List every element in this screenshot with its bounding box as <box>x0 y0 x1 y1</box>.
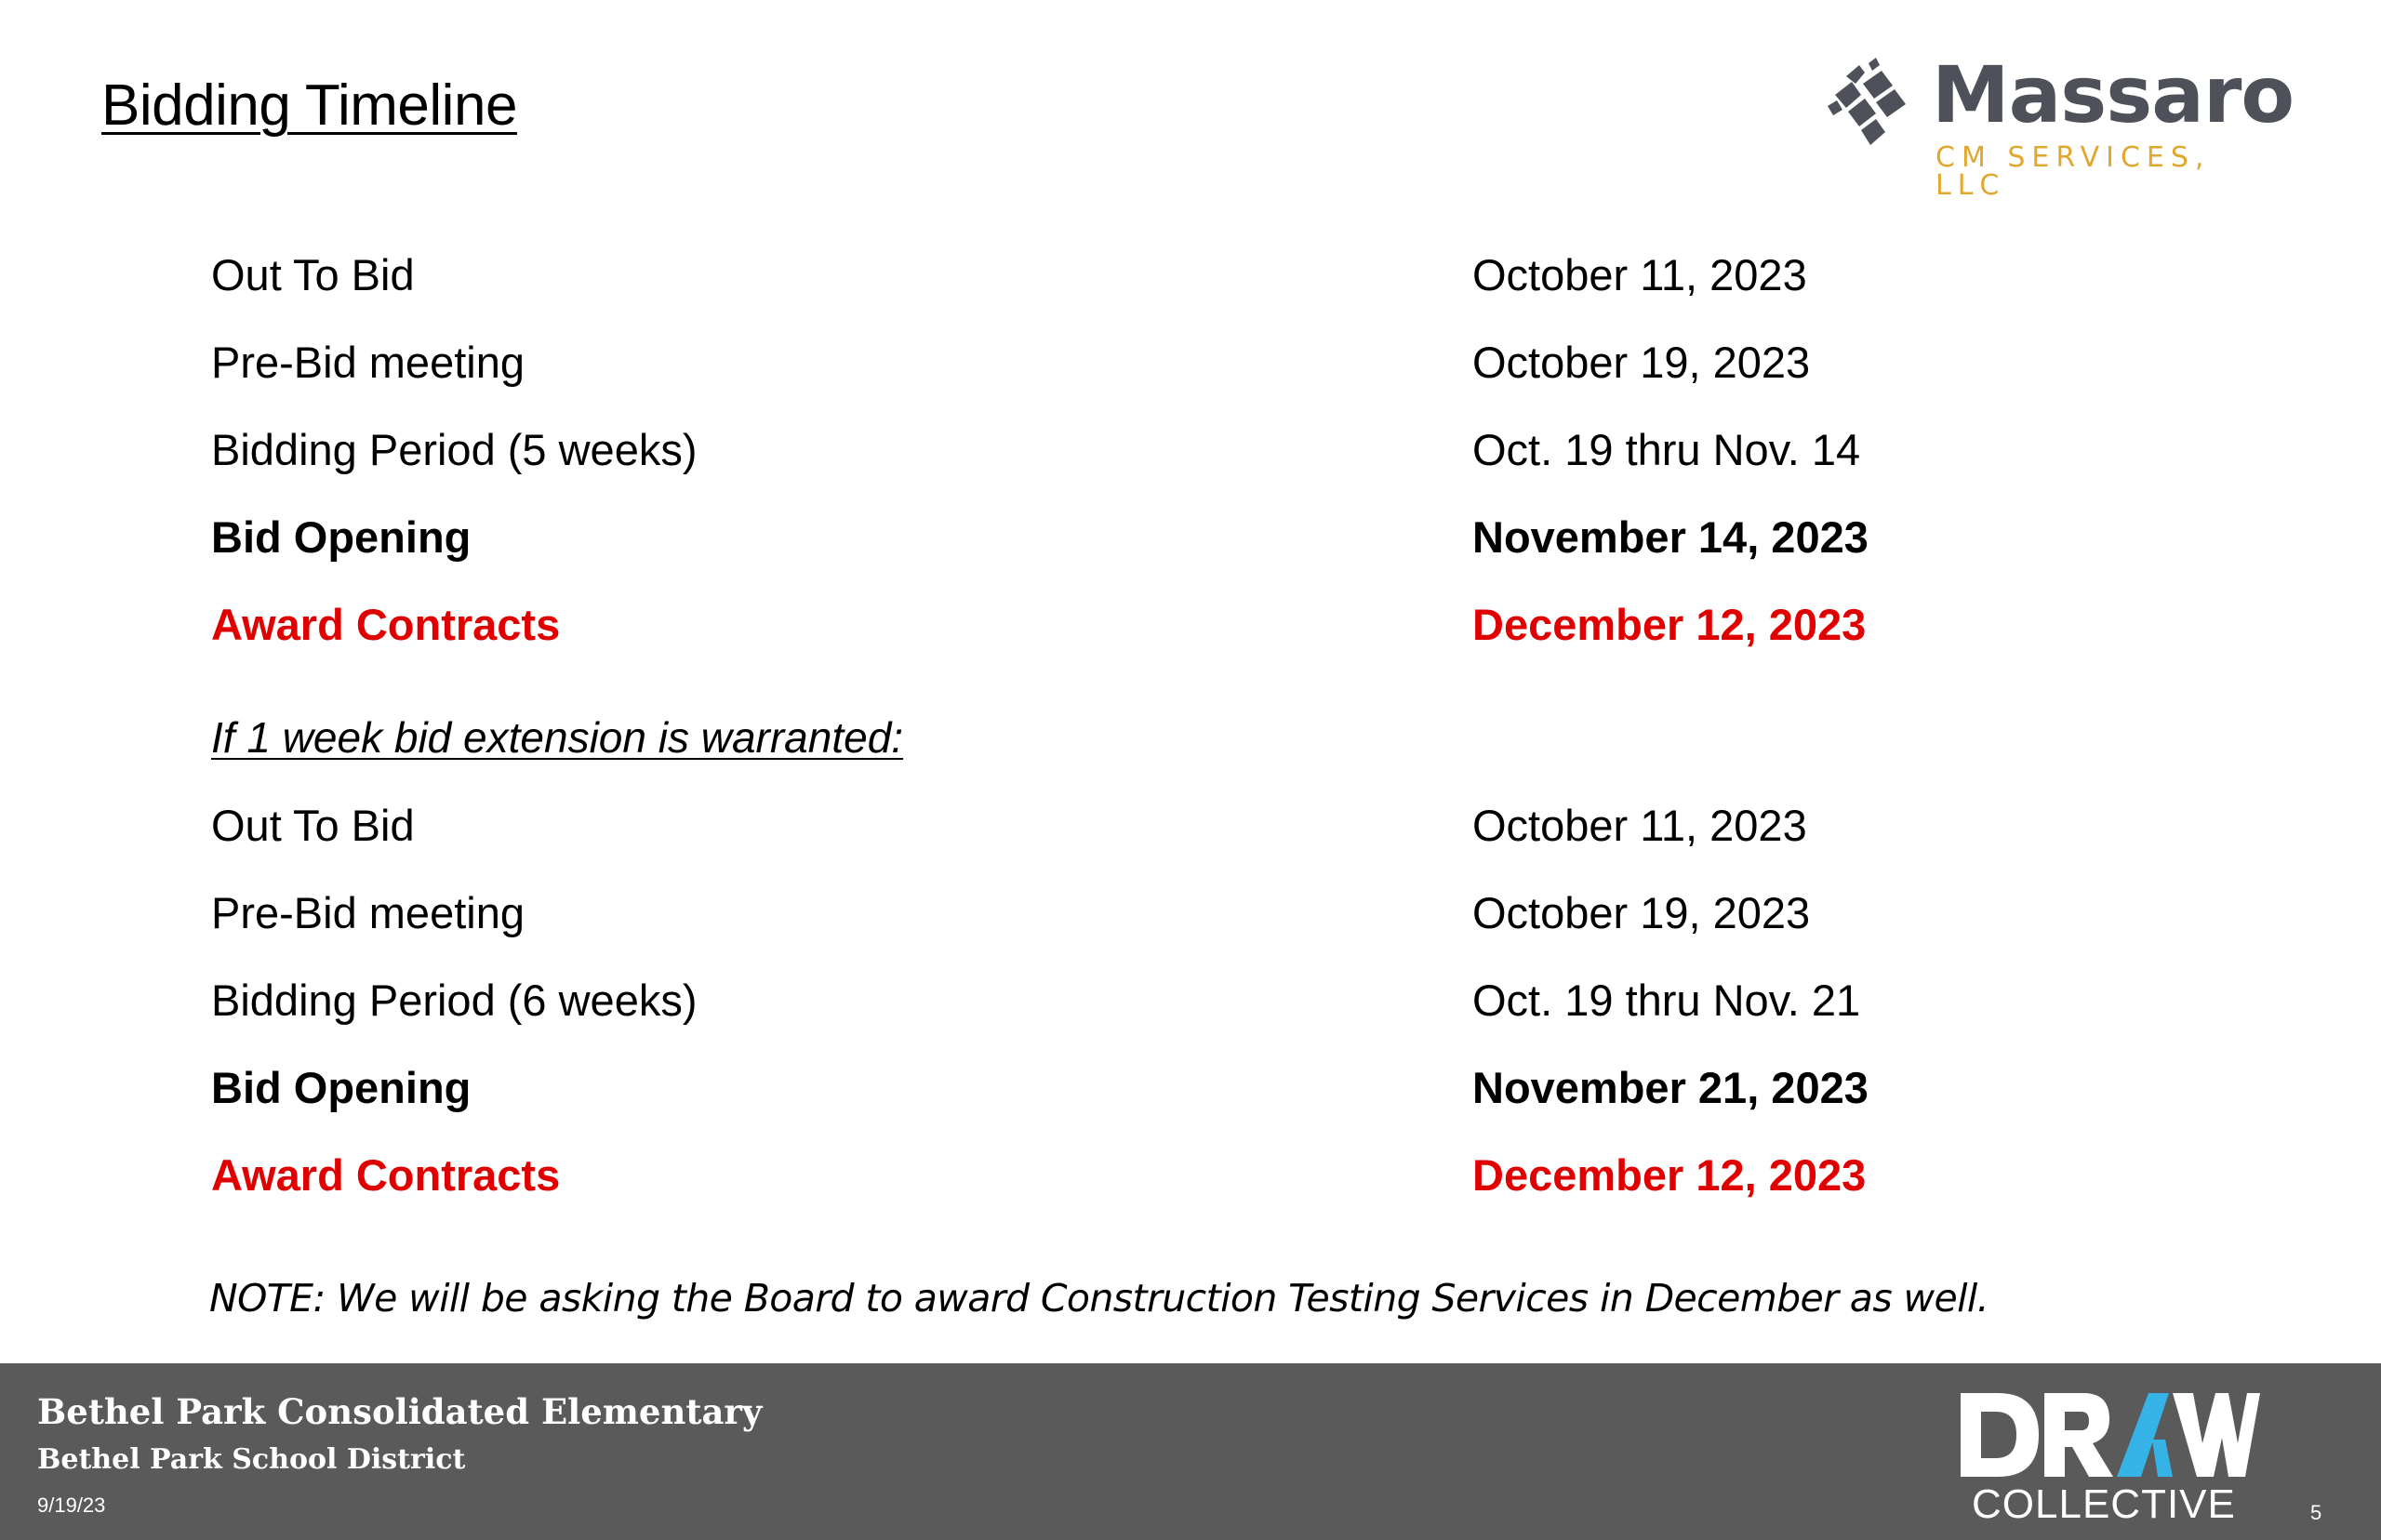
schedule-label: Out To Bid <box>211 250 415 299</box>
draw-collective-text: COLLECTIVE <box>1972 1481 2236 1527</box>
schedule-date: November 21, 2023 <box>1472 1063 1869 1112</box>
page-number: 5 <box>2310 1501 2322 1524</box>
note-text: NOTE: We will be asking the Board to award Construction Testing Services in December as well. <box>209 1276 1989 1321</box>
footer-project-name: Bethel Park Consolidated Elementary <box>37 1391 763 1432</box>
schedule-label: Pre-Bid meeting <box>211 338 525 387</box>
draw-logo-icon <box>1953 1384 2260 1486</box>
schedule-date: October 19, 2023 <box>1472 888 1811 937</box>
schedule-label: Out To Bid <box>211 801 415 850</box>
schedule-date: October 11, 2023 <box>1472 801 1807 850</box>
schedule-label: Bid Opening <box>211 512 472 562</box>
massaro-name: Massaro <box>1932 49 2295 140</box>
massaro-mark-icon <box>1828 58 1907 151</box>
footer-district-name: Bethel Park School District <box>37 1443 466 1476</box>
schedule-label: Award Contracts <box>211 600 561 649</box>
extension-heading: If 1 week bid extension is warranted: <box>211 713 904 762</box>
footer-date: 9/19/23 <box>37 1494 106 1517</box>
schedule-date: Oct. 19 thru Nov. 14 <box>1472 425 1861 474</box>
schedule-date: December 12, 2023 <box>1472 600 1867 649</box>
schedule-label: Bidding Period (5 weeks) <box>211 425 698 474</box>
schedule-date: November 14, 2023 <box>1472 512 1869 562</box>
massaro-subtitle: CM SERVICES, LLC <box>1935 141 2211 202</box>
schedule-label: Award Contracts <box>211 1150 561 1200</box>
schedule-label: Bidding Period (6 weeks) <box>211 976 698 1025</box>
schedule-date: December 12, 2023 <box>1472 1150 1867 1200</box>
footer-bar <box>0 1363 2381 1540</box>
schedule-label: Bid Opening <box>211 1063 472 1112</box>
schedule-date: Oct. 19 thru Nov. 21 <box>1472 976 1861 1025</box>
schedule-label: Pre-Bid meeting <box>211 888 525 937</box>
massaro-logo <box>1828 49 2295 202</box>
page-title: Bidding Timeline <box>101 73 517 138</box>
schedule-date: October 19, 2023 <box>1472 338 1811 387</box>
draw-collective-logo <box>1953 1384 2260 1533</box>
schedule-date: October 11, 2023 <box>1472 250 1807 299</box>
